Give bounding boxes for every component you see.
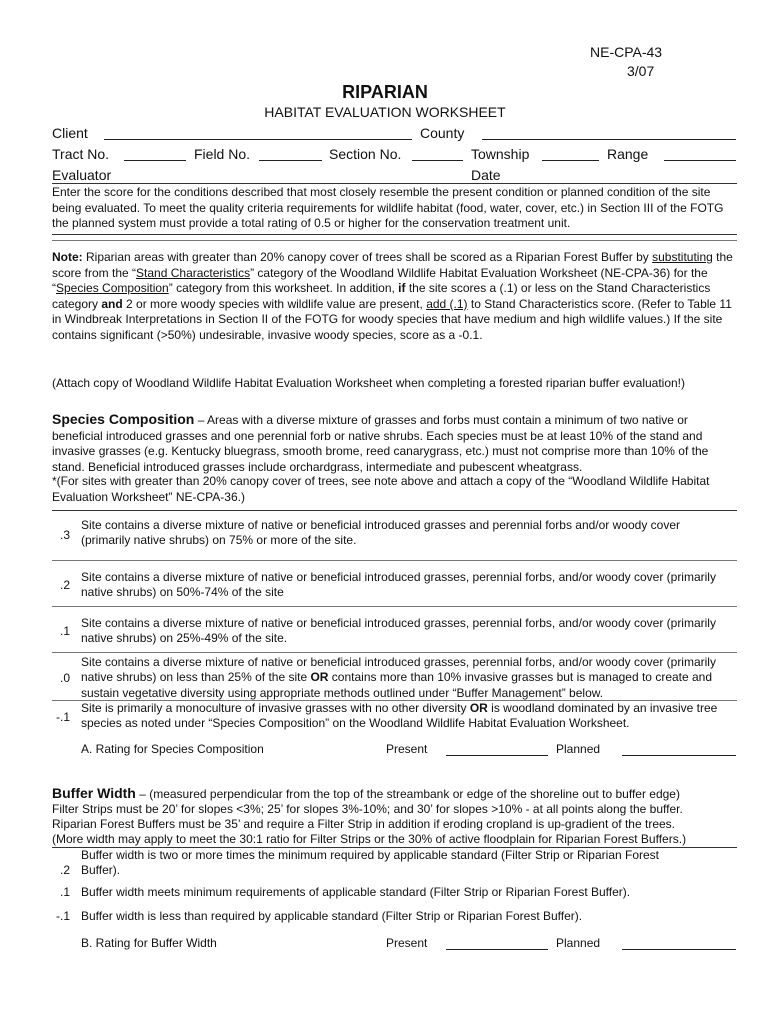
species-row-text: Site is primarily a monoculture of invasive grasses with no other diversity OR is woodland dominated by an invasive tree species as noted under “Species Composition” on the Woodland Wildlife Habitat Evaluation Worksheet.	[81, 701, 718, 731]
page-subtitle: HABITAT EVALUATION WORKSHEET	[264, 104, 506, 120]
buffer-row-text: Buffer width is less than required by applicable standard (Filter Strip or Riparian Forest Buffer).	[81, 909, 583, 923]
client-field[interactable]	[104, 127, 412, 140]
rating-a-label: A. Rating for Species Composition	[81, 742, 264, 756]
county-label: County	[420, 125, 465, 141]
township-field[interactable]	[542, 148, 599, 161]
note-paragraph: Note: Riparian areas with greater than 20% canopy cover of trees shall be scored as a Riparian Forest Buffer by substituting the score from the “Stand Characteristics” category of the Woodland Wildlife Habitat Evaluation Worksheet (NE-CPA-36) for the “Species Composition” category from this worksheet. In addition, if the site scores a (.1) or less on the Stand Characteristics category and 2 or more woody species with wildlife value are present, add (.1) to Stand Characteristics score. (Refer to Table 11 in Windbreak Interpretations in Section II of the FOTG for woody species that have medium and high wildlife values.) If the site contains significant (>50%) undesirable, invasive woody species, score as a -0.1.	[52, 250, 733, 342]
divider	[52, 652, 737, 653]
form-id: NE-CPA-43	[590, 44, 663, 60]
page-title: RIPARIAN	[342, 82, 428, 102]
divider	[52, 606, 737, 607]
divider	[52, 183, 737, 184]
tract-label: Tract No.	[52, 146, 110, 162]
buffer-intro: Buffer Width – (measured perpendicular from the top of the streambank or edge of the shoreline out to buffer edge)	[52, 785, 680, 801]
species-intro: Species Composition – Areas with a diverse mixture of grasses and forbs must contain a minimum of two native or beneficial introduced grasses and one perennial forb or native shrubs. Each species must be at least 10% of the stand and invasive grasses (e.g. Kentucky bluegrass, smooth brome, reed canarygrass, etc.) must not comprise more than 10% of the stand. Beneficial introduced grasses include orchardgrass, intermediate and pubescent wheatgrass.	[52, 411, 709, 474]
score-value: .1	[59, 885, 70, 899]
intro-text: Enter the score for the conditions described that most closely resemble the present condition or planned condition of the site being evaluated. To meet the quality criteria requirements for wildlife habitat (food, water, cover, etc.) in Section III of the FOTG the planned system must provide a total rating of 0.5 or higher for the conservation treatment unit.	[52, 185, 724, 231]
score-value: .2	[59, 578, 70, 592]
client-label: Client	[52, 125, 88, 141]
species-row-text: Site contains a diverse mixture of native or beneficial introduced grasses, perennial forbs, and/or woody cover (primarily native shrubs) on 25%-49% of the site.	[81, 616, 716, 646]
range-field[interactable]	[664, 148, 736, 161]
note-attach: (Attach copy of Woodland Wildlife Habitat Evaluation Worksheet when completing a forested riparian buffer evaluation!)	[52, 376, 686, 390]
field-field[interactable]	[259, 148, 322, 161]
score-value: -.1	[55, 710, 70, 724]
buffer-row-text: Buffer width is two or more times the minimum required by applicable standard (Filter Strip or Riparian Forest Buffer).	[81, 848, 660, 878]
tract-field[interactable]	[124, 148, 186, 161]
divider	[52, 510, 737, 511]
buffer-rule-forest: Riparian Forest Buffers must be 35’ and require a Filter Strip in addition if eroding cropland is up-gradient of the trees.	[52, 817, 675, 831]
planned-label: Planned	[556, 936, 601, 950]
field-label: Field No.	[194, 146, 251, 162]
rating-b-label: B. Rating for Buffer Width	[81, 936, 217, 950]
rating-a-planned-field[interactable]	[622, 743, 736, 756]
score-value: -.1	[55, 909, 70, 923]
planned-label: Planned	[556, 742, 601, 756]
rating-b-present-field[interactable]	[446, 937, 548, 950]
rating-a-present-field[interactable]	[446, 743, 548, 756]
county-field[interactable]	[482, 127, 736, 140]
score-value: .0	[59, 671, 70, 685]
buffer-rule-filter: Filter Strips must be 20’ for slopes <3%; 25’ for slopes 3%-10%; and 30’ for slopes >10% - at all points along the buffer.	[52, 802, 683, 816]
score-value: .1	[59, 624, 70, 638]
score-value: .3	[59, 528, 70, 542]
buffer-row-text: Buffer width meets minimum requirements of applicable standard (Filter Strip or Riparian Forest Buffer).	[81, 885, 631, 899]
divider	[52, 240, 737, 241]
rating-b-planned-field[interactable]	[622, 937, 736, 950]
species-row-text: Site contains a diverse mixture of native or beneficial introduced grasses, perennial forbs, and/or woody cover (primarily native shrubs) on less than 25% of the site OR contains more than 10% invasive grasses but is managed to create and sustain vegetative diversity using appropriate methods outlined under “Buffer Management” below.	[81, 655, 716, 700]
species-row-text: Site contains a diverse mixture of native or beneficial introduced grasses and perennial forbs and/or woody cover (primarily native shrubs) on 75% or more of the site.	[81, 518, 680, 548]
divider	[52, 560, 737, 561]
present-label: Present	[386, 742, 428, 756]
species-footnote: *(For sites with greater than 20% canopy cover of trees, see note above and attach a copy of the “Woodland Wildlife Habitat Evaluation Worksheet” NE-CPA-36.)	[52, 474, 710, 504]
species-row-text: Site contains a diverse mixture of native or beneficial introduced grasses, perennial forbs, and/or woody cover (primarily native shrubs) on 50%-74% of the site	[81, 570, 716, 600]
date-label: Date	[471, 167, 501, 183]
score-value: .2	[59, 863, 70, 877]
section-field[interactable]	[412, 148, 463, 161]
buffer-rule-note: (More width may apply to meet the 30:1 ratio for Filter Strips or the 30% of active floodplain for Riparian Forest Buffers.)	[52, 832, 687, 846]
range-label: Range	[607, 146, 649, 162]
divider	[52, 234, 737, 235]
present-label: Present	[386, 936, 428, 950]
township-label: Township	[471, 146, 530, 162]
evaluator-label: Evaluator	[52, 167, 112, 183]
form-date: 3/07	[627, 63, 655, 79]
section-label: Section No.	[329, 146, 402, 162]
